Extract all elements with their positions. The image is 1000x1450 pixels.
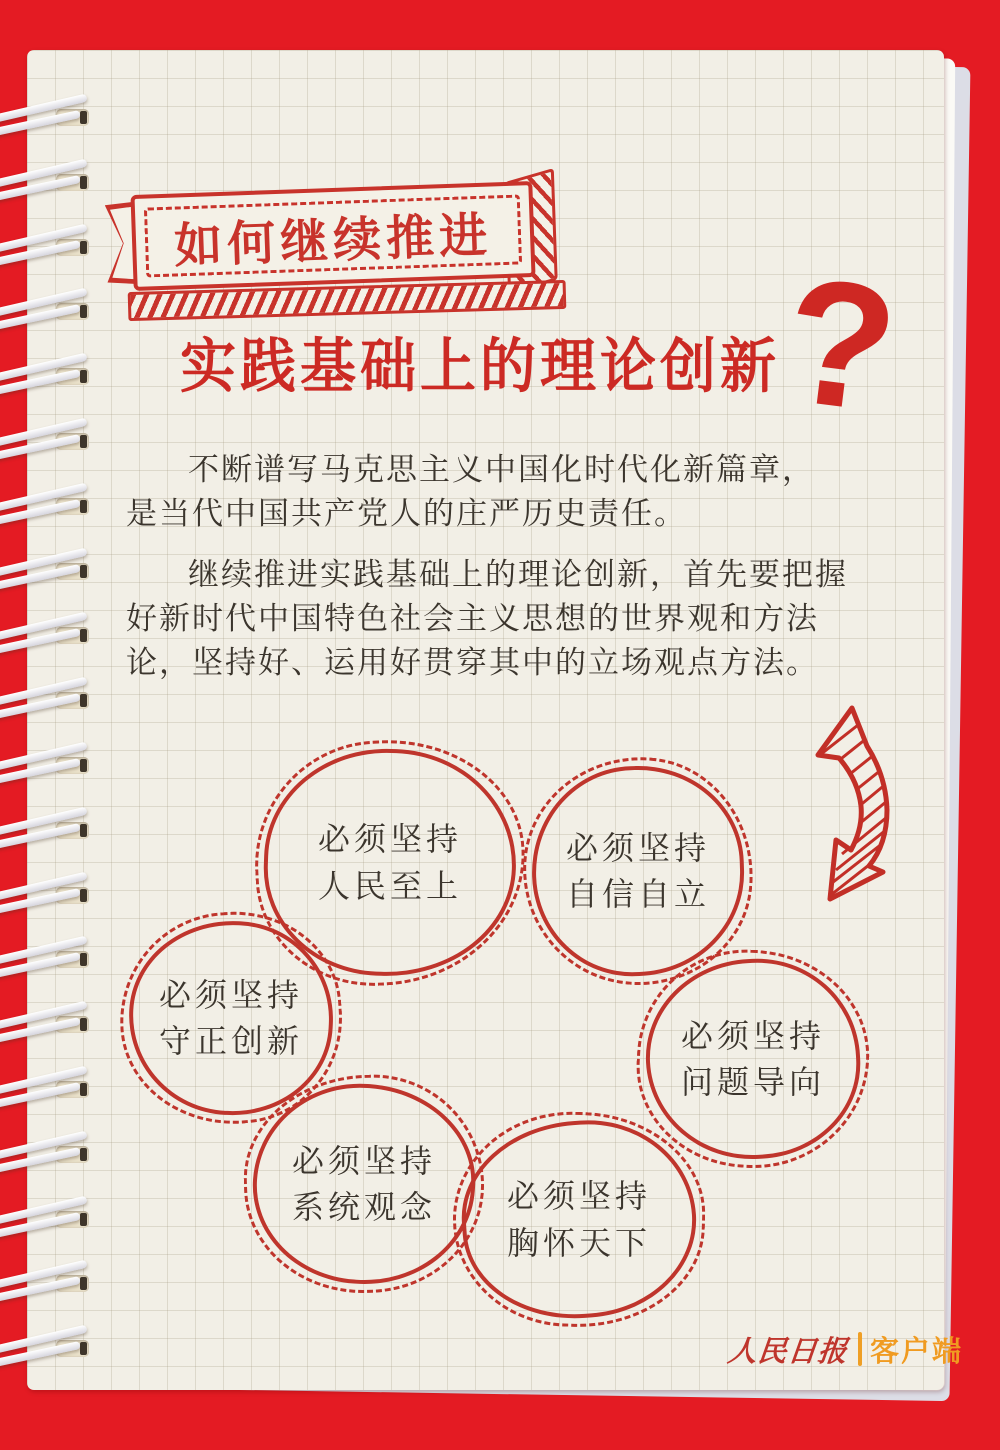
spiral-coil bbox=[0, 420, 102, 464]
ribbon-body bbox=[130, 181, 535, 291]
spiral-coil bbox=[0, 485, 102, 529]
banner-label: 如何继续推进 bbox=[173, 208, 494, 274]
topic-line-1: 必须坚持 bbox=[317, 820, 462, 859]
brand-people-daily: 人民日报 bbox=[726, 1333, 850, 1368]
text-line: 不断谱写马克思主义中国化时代化新篇章， bbox=[188, 452, 815, 488]
topic-label bbox=[453, 1112, 705, 1327]
topic-line-2: 自信自立 bbox=[565, 875, 710, 913]
intro-text bbox=[126, 448, 882, 702]
topic-line-1: 必须坚持 bbox=[506, 1177, 651, 1216]
question-mark: ? bbox=[774, 239, 907, 450]
paragraph-1 bbox=[126, 448, 882, 536]
spiral-coil bbox=[0, 614, 102, 658]
topic-line-2: 系统观念 bbox=[291, 1188, 436, 1226]
paragraph-2 bbox=[126, 553, 882, 685]
curved-arrow-icon bbox=[792, 702, 898, 902]
topic-line-1: 必须坚持 bbox=[565, 828, 710, 867]
topic-line-1: 必须坚持 bbox=[158, 975, 303, 1014]
text-line: 继续推进实践基础上的理论创新，首先要把握 bbox=[188, 557, 848, 593]
page-title: 实践基础上的理论创新 bbox=[180, 332, 780, 400]
spiral-coil bbox=[0, 1327, 102, 1371]
logo-divider bbox=[858, 1332, 862, 1366]
text-line: 论，坚持好、运用好贯穿其中的立场观点方法。 bbox=[126, 645, 819, 681]
spiral-coil bbox=[0, 744, 102, 788]
topic-circle-world-in-mind bbox=[453, 1112, 705, 1327]
topic-circle-systems-concept bbox=[244, 1075, 484, 1293]
topic-line-1: 必须坚持 bbox=[680, 1016, 825, 1055]
topic-line-2: 胸怀天下 bbox=[506, 1223, 651, 1262]
topic-line-2: 问题导向 bbox=[680, 1063, 825, 1101]
spiral-coil bbox=[0, 938, 102, 982]
text-line: 是当代中国共产党人的庄严历史责任。 bbox=[126, 496, 687, 532]
topic-line-2: 人民至上 bbox=[317, 866, 462, 905]
topic-label bbox=[244, 1075, 484, 1293]
topic-line-1: 必须坚持 bbox=[291, 1141, 436, 1180]
ribbon-banner bbox=[130, 181, 535, 291]
brand-client: 客户端 bbox=[870, 1335, 964, 1368]
spiral-coil bbox=[0, 1262, 102, 1306]
spiral-coil bbox=[0, 290, 102, 334]
spiral-coil bbox=[0, 226, 102, 270]
spiral-coil bbox=[0, 1003, 102, 1047]
spiral-coil bbox=[0, 355, 102, 399]
topic-line-2: 守正创新 bbox=[158, 1022, 303, 1060]
spiral-coil bbox=[0, 1198, 102, 1242]
spiral-coil bbox=[0, 1068, 102, 1112]
spiral-coil bbox=[0, 96, 102, 140]
spiral-coil bbox=[0, 1133, 102, 1177]
footer-logo bbox=[728, 1328, 963, 1370]
spiral-coil bbox=[0, 874, 102, 918]
spiral-coil bbox=[0, 679, 102, 723]
text-line: 好新时代中国特色社会主义思想的世界观和方法 bbox=[126, 601, 819, 637]
spiral-coil bbox=[0, 161, 102, 205]
spiral-binding bbox=[0, 0, 110, 1450]
spiral-coil bbox=[0, 550, 102, 594]
spiral-coil bbox=[0, 809, 102, 853]
